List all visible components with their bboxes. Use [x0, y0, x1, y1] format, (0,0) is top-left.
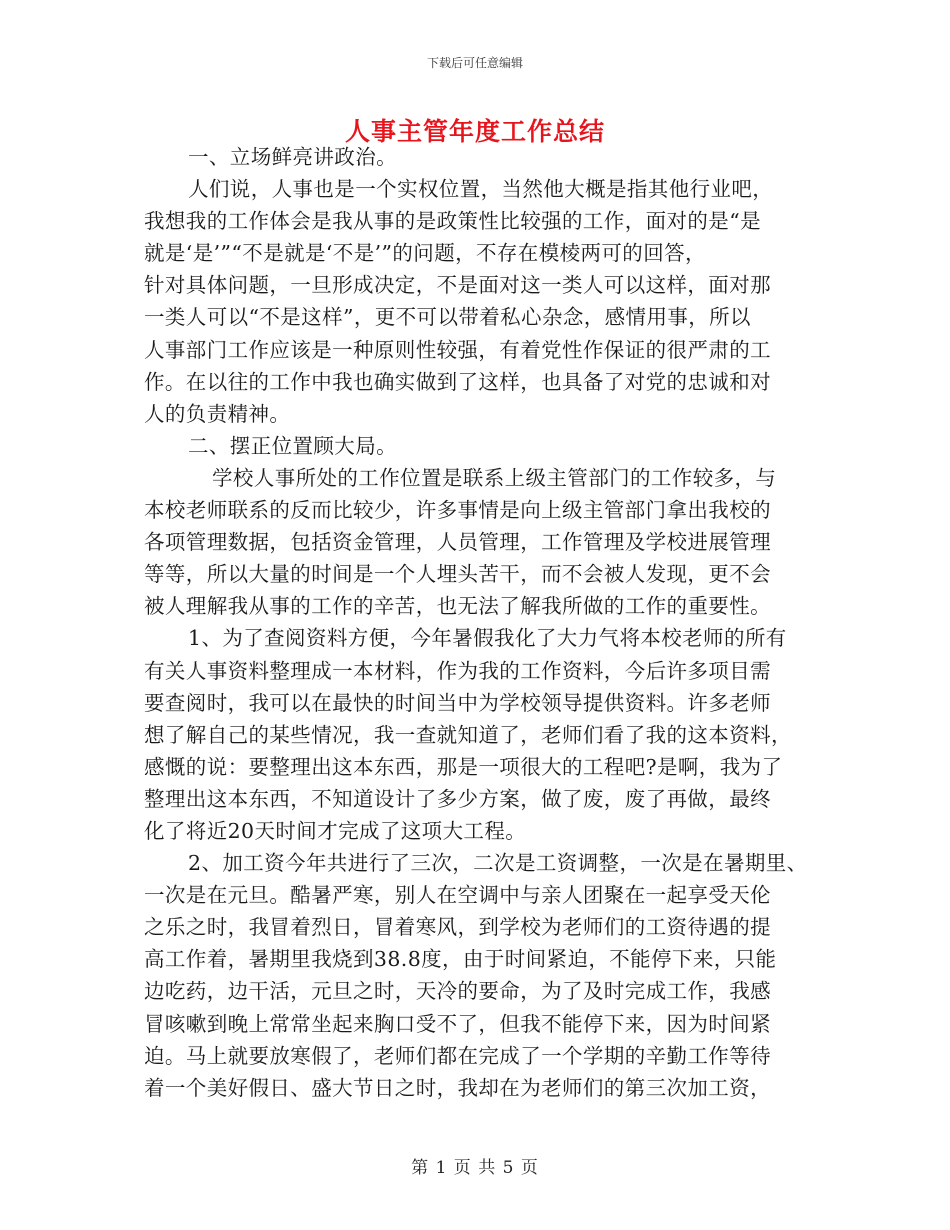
paragraph-line: 迫。马上就要放寒假了，老师们都在完成了一个学期的辛勤工作等待 — [144, 1043, 771, 1068]
paragraph-line: 冒咳嗽到晚上常常坐起来胸口受不了，但我不能停下来，因为时间紧 — [144, 1011, 771, 1036]
paragraph-line: 作。在以往的工作中我也确实做到了这样，也具备了对党的忠诚和对 — [144, 369, 771, 394]
paragraph-line: 等等，所以大量的时间是一个人埋头苦干，而不会被人发现，更不会 — [144, 562, 771, 587]
paragraph-line: 想了解自己的某些情况，我一查就知道了，老师们看了我的这本资料， — [144, 722, 792, 747]
download-edit-note: 下载后可任意编辑 — [426, 56, 523, 70]
document-title: 人事主管年度工作总结 — [344, 117, 605, 146]
document-body — [144, 141, 824, 1104]
paragraph-line: 人事部门工作应该是一种原则性较强，有着党性作保证的很严肃的工 — [144, 337, 771, 362]
paragraph-line: 本校老师联系的反而比较少，许多事情是向上级主管部门拿出我校的 — [144, 498, 771, 523]
paragraph-line: 被人理解我从事的工作的辛苦，也无法了解我所做的工作的重要性。 — [144, 594, 771, 619]
paragraph-line: 高工作着，暑期里我烧到38.8度，由于时间紧迫，不能停下来，只能 — [144, 947, 777, 972]
paragraph-line: 着一个美好假日、盛大节日之时，我却在为老师们的第三次加工资， — [144, 1075, 771, 1100]
page-number-footer: 第 1 页 共 5 页 — [411, 1158, 539, 1178]
paragraph-line: 化了将近20天时间才完成了这项大工程。 — [144, 818, 527, 843]
paragraph-line: 要查阅时，我可以在最快的时间当中为学校领导提供资料。许多老师 — [144, 690, 771, 715]
section-heading-1: 一、立场鲜亮讲政治。 — [188, 145, 397, 169]
paragraph-line: 人们说，人事也是一个实权位置，当然他大概是指其他行业吧， — [188, 177, 774, 202]
paragraph-line: 有关人事资料整理成一本材料，作为我的工作资料，今后许多项目需 — [144, 658, 771, 683]
paragraph-line: 感慨的说：要整理出这本东西，那是一项很大的工程吧?是啊，我为了 — [144, 754, 783, 779]
paragraph-line: 各项管理数据，包括资金管理，人员管理，工作管理及学校进展管理 — [144, 530, 771, 555]
paragraph-line: 一次是在元旦。酷暑严寒，别人在空调中与亲人团聚在一起享受天伦 — [144, 883, 771, 908]
paragraph-line: 一类人可以“不是这样”，更不可以带着私心杂念，感情用事，所以 — [144, 305, 751, 330]
paragraph-line: 针对具体问题，一旦形成决定，不是面对这一类人可以这样，面对那 — [144, 273, 771, 298]
paragraph-line: 人的负责精神。 — [144, 401, 291, 426]
paragraph-line: 1、为了查阅资料方便，今年暑假我化了大力气将本校老师的所有 — [188, 626, 787, 651]
paragraph-line: 学校人事所处的工作位置是联系上级主管部门的工作较多，与 — [212, 465, 777, 490]
paragraph-line: 我想我的工作体会是我从事的是政策性比较强的工作，面对的是“是 — [144, 209, 761, 234]
section-heading-2: 二、摆正位置顾大局。 — [188, 433, 397, 458]
paragraph-line: 就是‘是’”“不是就是‘不是’”的问题，不存在模棱两可的回答， — [144, 241, 706, 266]
paragraph-line: 2、加工资今年共进行了三次，二次是工资调整，一次是在暑期里、 — [188, 851, 808, 876]
paragraph-line: 之乐之时，我冒着烈日，冒着寒风，到学校为老师们的工资待遇的提 — [144, 915, 771, 940]
paragraph-line: 边吃药，边干活，元旦之时，天冷的要命，为了及时完成工作，我感 — [144, 979, 771, 1004]
paragraph-line: 整理出这本东西，不知道设计了多少方案，做了废，废了再做，最终 — [144, 786, 771, 811]
